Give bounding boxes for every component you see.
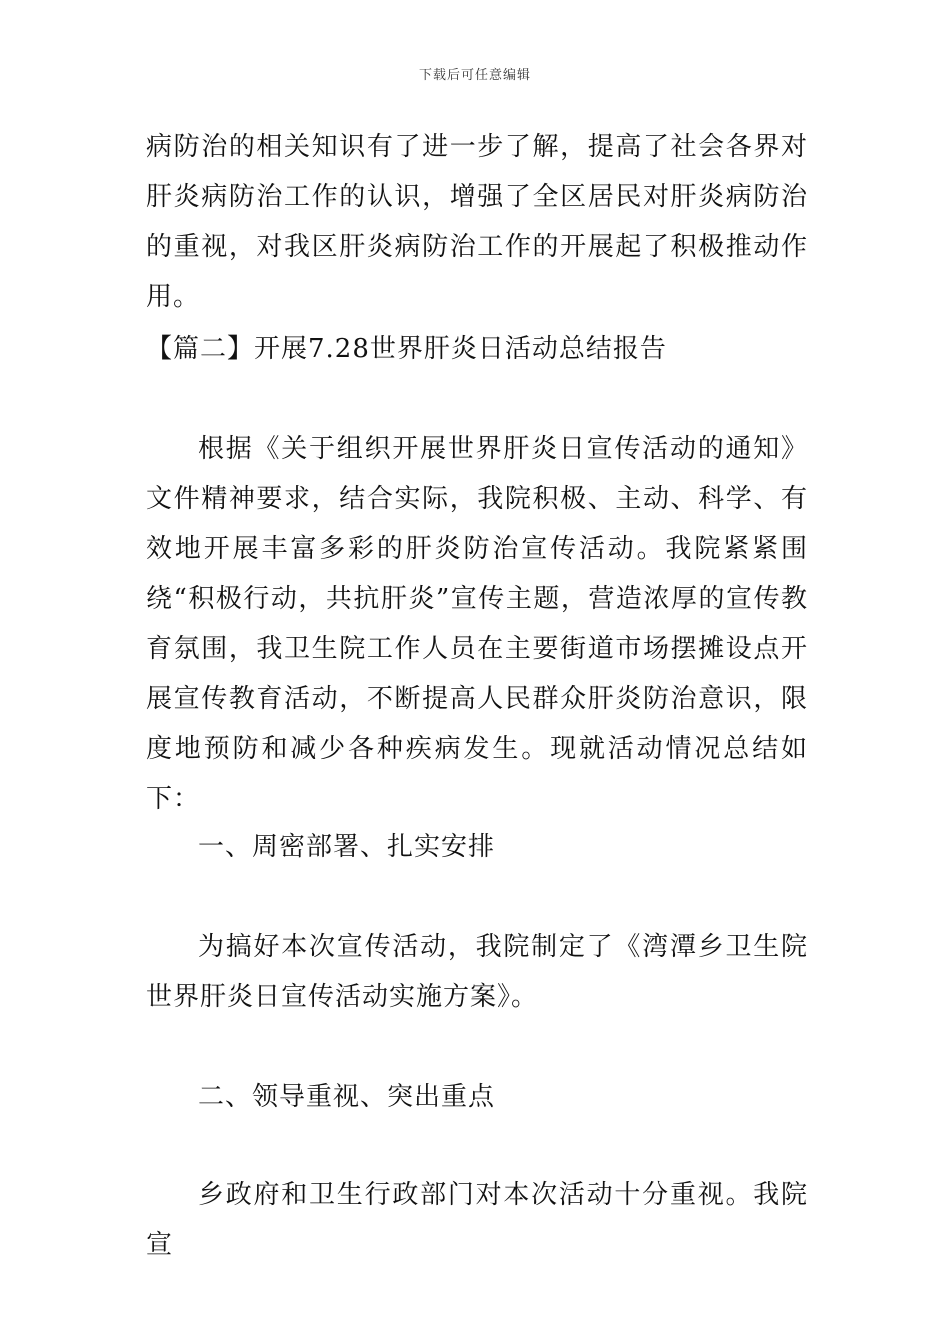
section-heading: 【篇二】开展7.28世界肝炎日活动总结报告 <box>146 334 667 364</box>
paragraph-1: 为搞好本次宣传活动，我院制定了《湾潭乡卫生院世界肝炎日宣传活动实施方案》。 <box>146 932 808 1012</box>
paragraph-continuation: 病防治的相关知识有了进一步了解，提高了社会各界对肝炎病防治工作的认识，增强了全区居民对肝炎病防治的重视，对我区肝炎病防治工作的开展起了积极推动作用。 <box>146 132 808 312</box>
page-header: 下载后可任意编辑 <box>418 68 531 83</box>
subheading-2: 二、领导重视、突出重点 <box>198 1082 496 1112</box>
paragraph-intro: 根据《关于组织开展世界肝炎日宣传活动的通知》文件精神要求，结合实际，我院积极、主动、科学、有效地开展丰富多彩的肝炎防治宣传活动。我院紧紧围绕“积极行动，共抗肝炎”宣传主题，营造浓厚的宣传教育氛围，我卫生院工作人员在主要街道市场摆摊设点开展宣传教育活动，不断提高人民群众肝炎防治意识，限度地预防和减少各种疾病发生。现就活动情况总结如下： <box>146 434 808 814</box>
paragraph-2: 乡政府和卫生行政部门对本次活动十分重视。我院宣 <box>146 1180 808 1260</box>
subheading-1: 一、周密部署、扎实安排 <box>198 832 496 862</box>
